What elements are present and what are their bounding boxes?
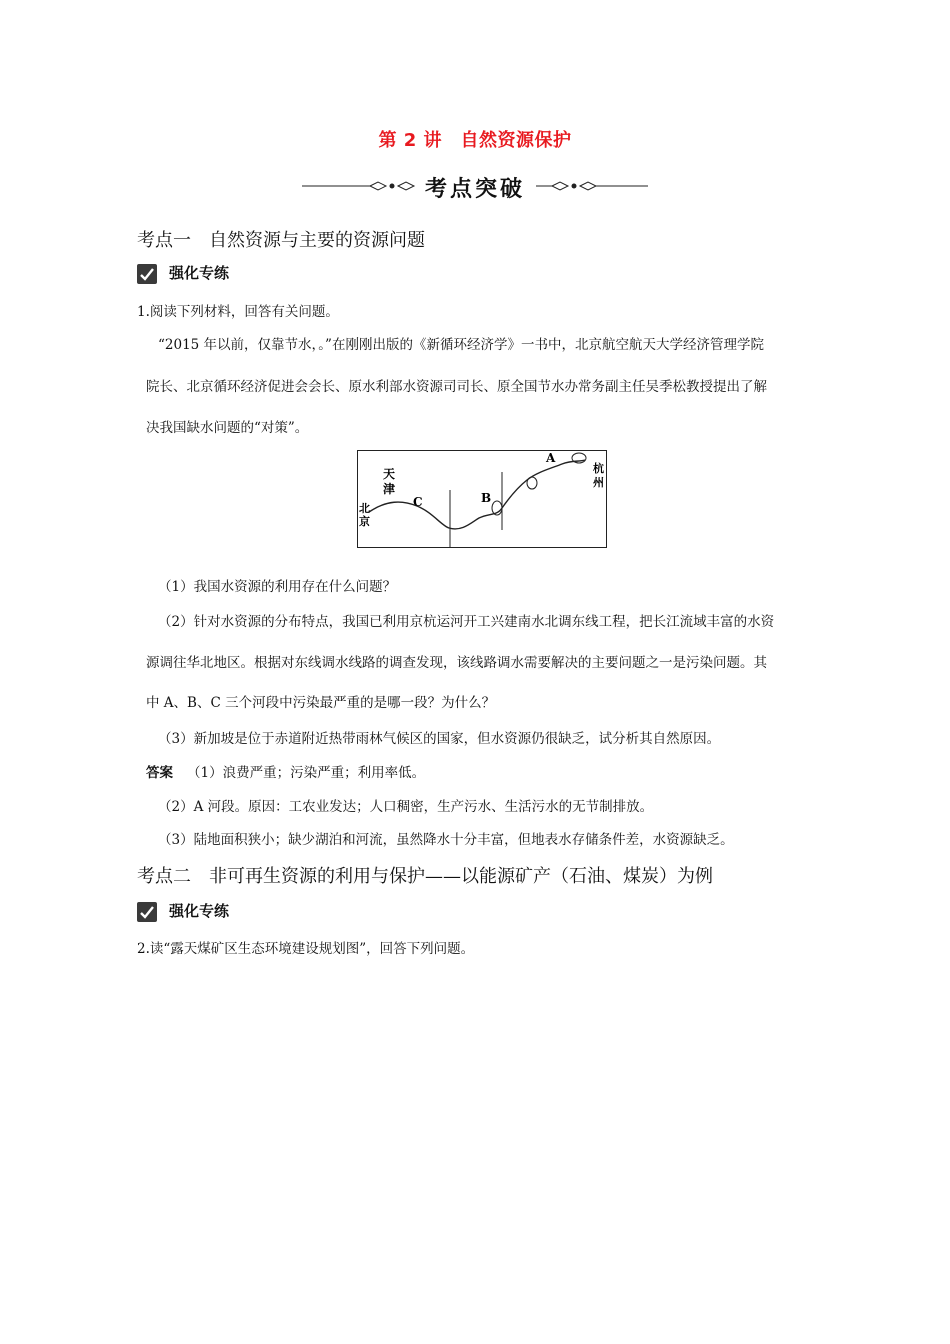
answer-line-1 — [146, 763, 425, 783]
drill-label: 强化专练 — [169, 264, 230, 282]
label-tianjin-1: 天 — [383, 467, 396, 481]
drill-label: 强化专练 — [169, 902, 230, 920]
question-2-intro: 2.读“露天煤矿区生态环境建设规划图”，回答下列问题。 — [137, 941, 475, 957]
check-icon — [137, 264, 157, 284]
section-banner — [298, 166, 652, 206]
question-1-intro: 1.阅读下列材料，回答有关问题。 — [137, 304, 339, 320]
sub-question-2-line-2: 源调往华北地区。根据对东线调水线路的调查发现，该线路调水需要解决的主要问题之一是污染问题。其 — [146, 655, 767, 671]
sub-question-3: （3）新加坡是位于赤道附近热带雨林气候区的国家，但水资源仍很缺乏，试分析其自然原因。 — [158, 731, 721, 747]
check-icon — [137, 902, 157, 922]
canal-map — [357, 450, 607, 548]
section-heading-1: 考点一 自然资源与主要的资源问题 — [137, 230, 425, 251]
label-hangzhou-1: 杭 — [593, 462, 604, 475]
answer-1: （1）浪费严重；污染严重；利用率低。 — [187, 765, 426, 781]
banner-text: 考点突破 — [424, 177, 525, 202]
sub-question-2-line-3: 中 A、B、C 三个河段中污染最严重的是哪一段？为什么？ — [146, 695, 496, 711]
material-line-3: 决我国缺水问题的“对策”。 — [146, 420, 309, 436]
material-line-2: 院长、北京循环经济促进会会长、原水利部水资源司司长、原全国节水办常务副主任吴季松教授提出了解 — [146, 379, 767, 395]
answer-label: 答案 — [146, 765, 173, 781]
label-c: C — [413, 495, 423, 509]
answer-2: （2）A 河段。原因：工农业发达；人口稠密，生产污水、生活污水的无节制排放。 — [158, 799, 654, 815]
page-title: 第 2 讲 自然资源保护 — [378, 130, 572, 151]
label-a: A — [546, 451, 556, 465]
material-line-1: “2015 年以前，仅靠节水，。”在刚刚出版的《新循环经济学》一书中，北京航空航天大学经济管理学院 — [158, 337, 764, 353]
label-tianjin-2: 津 — [383, 482, 396, 496]
drill-heading-1 — [137, 262, 229, 284]
label-b: B — [481, 491, 492, 505]
label-beijing-2: 京 — [359, 515, 370, 528]
label-beijing-1: 北 — [359, 502, 370, 515]
sub-question-2-line-1: （2）针对水资源的分布特点，我国已利用京杭运河开工兴建南水北调东线工程，把长江流域丰富的水资 — [158, 614, 775, 630]
drill-heading-2 — [137, 900, 229, 922]
answer-3: （3）陆地面积狭小；缺少湖泊和河流，虽然降水十分丰富，但地表水存储条件差，水资源缺乏。 — [158, 832, 734, 848]
section-heading-2: 考点二 非可再生资源的利用与保护——以能源矿产（石油、煤炭）为例 — [137, 866, 713, 887]
sub-question-1: （1）我国水资源的利用存在什么问题？ — [158, 579, 397, 595]
label-hangzhou-2: 州 — [593, 476, 604, 489]
